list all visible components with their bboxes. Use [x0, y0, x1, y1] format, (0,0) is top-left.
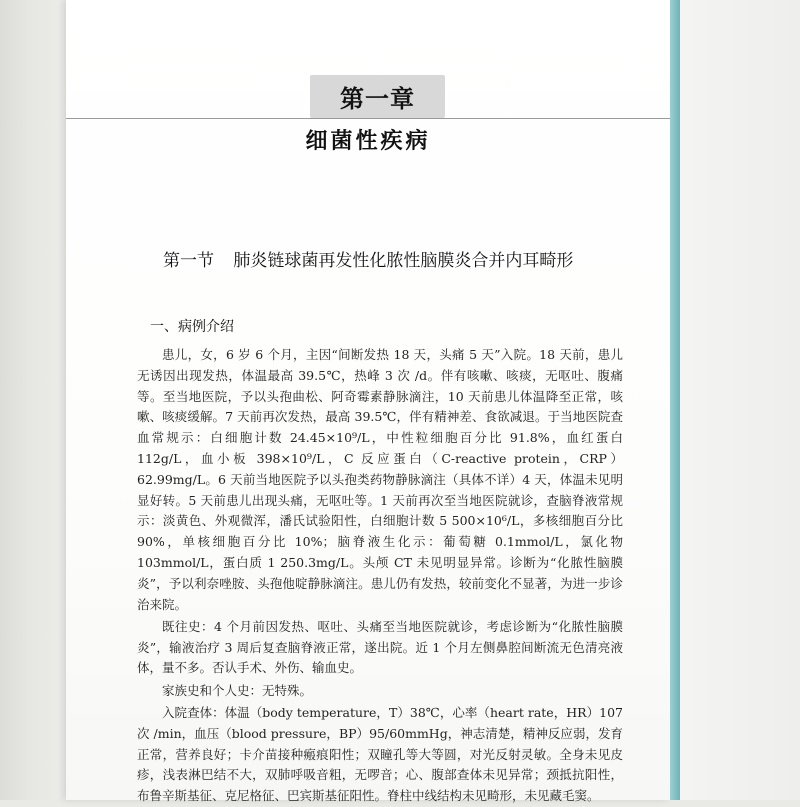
chapter-label: 第一章: [340, 85, 415, 113]
paragraph-case-history: 患儿，女，6 岁 6 个月，主因“间断发热 18 天，头痛 5 天”入院。18 天前，患儿无诱因出现发热，体温最高 39.5℃，热峰 3 次 /d。伴有咳嗽、咳痰，无呕吐、腹痛等。至当地医院，予以头孢曲松、阿奇霉素静脉滴注，10 天前患儿体温降至正常，咳嗽、咳痰缓解。7 天前再次发热，最高 39.5℃，伴有精神差、食欲减退。于当地医院查血常规示：白细胞计数 24.45×10⁹/L，中性粒细胞百分比 91.8%，血红蛋白 112g/L，血小板 398×10⁹/L，C 反应蛋白（C-reactive protein，CRP）62.99mg/L。6 天前当地医院予以头孢类药物静脉滴注（具体不详）4 天，体温未见明显好转。5 天前患儿出现头痛，无呕吐等。1 天前再次至当地医院就诊，查脑脊液常规示：淡黄色、外观微浑，潘氏试验阳性，白细胞计数 5 500×10⁶/L，多核细胞百分比 90%，单核细胞百分比 10%；脑脊液生化示：葡萄糖 0.1mmol/L，氯化物 103mmol/L，蛋白质 1 250.3mg/L。头颅 CT 未见明显异常。诊断为“化脓性脑膜炎”，予以利奈唑胺、头孢他啶静脉滴注。患儿仍有发热，较前变化不显著，为进一步诊治来院。: [137, 347, 623, 612]
section-label: 第一节: [163, 251, 214, 271]
paragraph-family-history: 家族史和个人史：无特殊。: [162, 682, 313, 698]
chapter-title: 细菌性疾病: [305, 129, 431, 154]
subsection-title: 一、病例介绍: [150, 319, 234, 335]
paragraph-admission-exam: 入院查体：体温（body temperature，T）38℃，心率（heart rate，HR）107 次 /min，血压（blood pressure，BP）95/60mmHg，神志清楚，精神反应弱，发育正常，营养良好；卡介苗接种瘢痕阳性；双瞳孔等大等圆，对光反射灵敏。全身未见皮疹，浅表淋巴结不大，双肺呼吸音粗，无啰音；心、腹部查体未见异常；颈抵抗阳性，布鲁辛斯基征、克尼格征、巴宾斯基征阳性。脊柱中线结构未见畸形，未见藏毛窦。: [137, 705, 623, 804]
book-cover-right: [680, 0, 800, 800]
book-cover-edge: [670, 0, 680, 800]
chapter-divider: [66, 118, 670, 119]
body-text: [137, 345, 623, 807]
section-title: 肺炎链球菌再发性化脓性脑膜炎合并内耳畸形: [233, 251, 574, 271]
paragraph-past-history: 既往史：4 个月前因发热、呕吐、头痛至当地医院就诊，考虑诊断为“化脓性脑膜炎”，输液治疗 3 周后复查脑脊液正常，遂出院。近 1 个月左侧鼻腔间断流无色清亮液体，量不多。否认手术、外伤、输血史。: [137, 618, 623, 676]
chapter-label-box: [310, 75, 445, 118]
section-heading: [163, 246, 573, 271]
